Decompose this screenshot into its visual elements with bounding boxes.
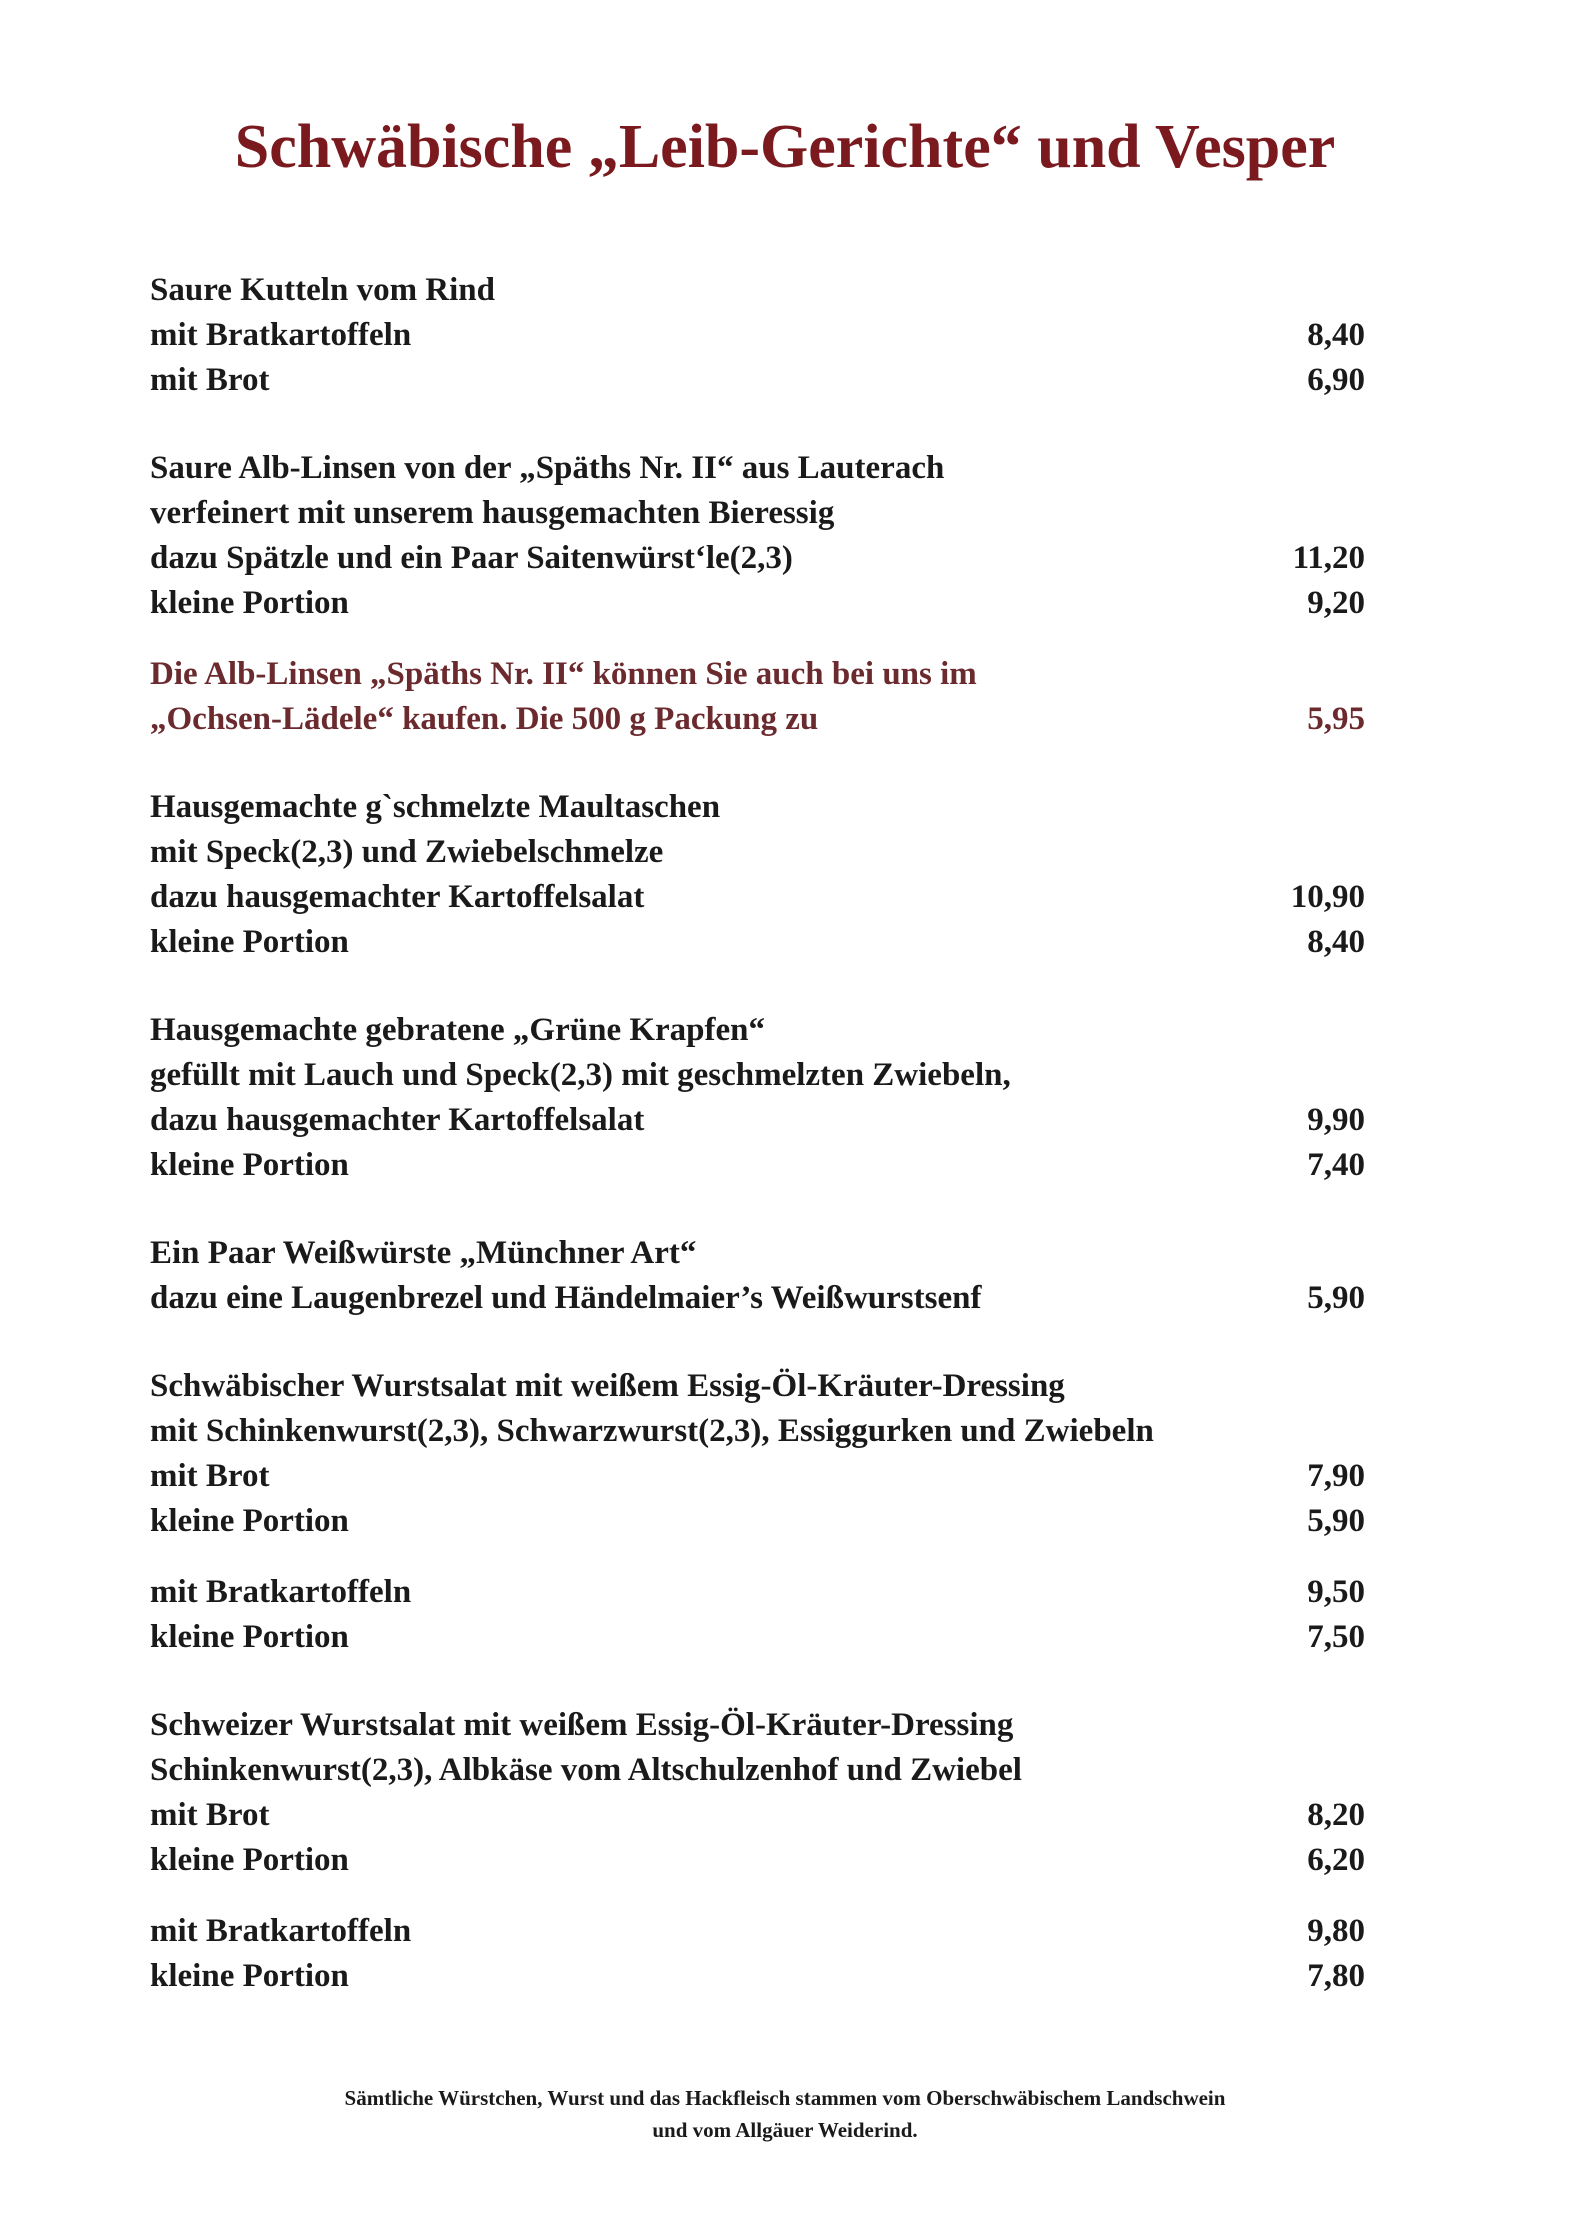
item-text: mit Speck(2,3) und Zwiebelschmelze xyxy=(150,834,664,870)
item-price: 11,20 xyxy=(1292,540,1365,576)
menu-item xyxy=(150,1368,1365,1548)
item-price: 7,40 xyxy=(1307,1147,1365,1183)
menu-line xyxy=(150,1458,1365,1503)
menu-line xyxy=(150,317,1365,362)
item-text: mit Bratkartoffeln xyxy=(150,1574,412,1610)
menu-line xyxy=(150,834,1365,879)
menu-line xyxy=(150,1057,1365,1102)
menu-line xyxy=(150,1280,1365,1325)
menu-line xyxy=(150,1574,1365,1619)
menu-item xyxy=(150,1913,1365,2003)
menu-line xyxy=(150,1797,1365,1842)
item-text: kleine Portion xyxy=(150,1147,349,1183)
item-text: Schinkenwurst(2,3), Albkäse vom Altschulzenhof und Zwiebel xyxy=(150,1752,1022,1788)
item-text: kleine Portion xyxy=(150,1958,349,1994)
menu-line xyxy=(150,1707,1365,1752)
item-price: 8,20 xyxy=(1307,1797,1365,1833)
item-text: mit Schinkenwurst(2,3), Schwarzwurst(2,3), Essiggurken und Zwiebeln xyxy=(150,1413,1154,1449)
menu-line xyxy=(150,585,1365,630)
menu-item xyxy=(150,789,1365,969)
footer-line-2: und vom Allgäuer Weiderind. xyxy=(652,2118,918,2142)
item-price: 8,40 xyxy=(1307,924,1365,960)
item-text: mit Bratkartoffeln xyxy=(150,1913,412,1949)
menu-line xyxy=(150,1913,1365,1958)
item-text: Saure Kutteln vom Rind xyxy=(150,272,496,308)
menu-line xyxy=(150,1102,1365,1147)
menu-line xyxy=(150,1235,1365,1280)
item-text: „Ochsen-Lädele“ kaufen. Die 500 g Packung zu xyxy=(150,701,819,737)
item-text: Die Alb-Linsen „Späths Nr. II“ können Sie auch bei uns im xyxy=(150,656,977,692)
item-text: verfeinert mit unserem hausgemachten Bieressig xyxy=(150,495,835,531)
item-price: 5,90 xyxy=(1307,1503,1365,1539)
menu-item xyxy=(150,1235,1365,1325)
item-price: 10,90 xyxy=(1290,879,1365,915)
menu-line xyxy=(150,1012,1365,1057)
item-text: Schwäbischer Wurstsalat mit weißem Essig-Öl-Kräuter-Dressing xyxy=(150,1368,1065,1404)
menu-line xyxy=(150,1619,1365,1664)
info-note xyxy=(150,656,1365,746)
menu-line xyxy=(150,1752,1365,1797)
menu-line xyxy=(150,495,1365,540)
item-text: mit Brot xyxy=(150,1797,270,1833)
item-price: 9,80 xyxy=(1307,1913,1365,1949)
item-price: 6,20 xyxy=(1307,1842,1365,1878)
item-price: 5,90 xyxy=(1307,1280,1365,1316)
menu-item xyxy=(150,450,1365,630)
menu-item xyxy=(150,272,1365,407)
menu-item xyxy=(150,1012,1365,1192)
menu-item xyxy=(150,1707,1365,1887)
item-text: Ein Paar Weißwürste „Münchner Art“ xyxy=(150,1235,697,1271)
item-text: Schweizer Wurstsalat mit weißem Essig-Öl-Kräuter-Dressing xyxy=(150,1707,1014,1743)
item-text: mit Brot xyxy=(150,1458,270,1494)
menu-line xyxy=(150,272,1365,317)
menu-item xyxy=(150,1574,1365,1664)
item-price: 9,50 xyxy=(1307,1574,1365,1610)
menu-line xyxy=(150,656,1365,701)
item-price: 7,80 xyxy=(1307,1958,1365,1994)
menu-line xyxy=(150,1958,1365,2003)
item-text: mit Brot xyxy=(150,362,270,398)
item-text: dazu eine Laugenbrezel und Händelmaier’s Weißwurstsenf xyxy=(150,1280,982,1316)
item-price: 8,40 xyxy=(1307,317,1365,353)
menu-line xyxy=(150,701,1365,746)
footer-line-1: Sämtliche Würstchen, Wurst und das Hackfleisch stammen vom Oberschwäbischem Landschwein xyxy=(344,2086,1226,2110)
item-price: 5,95 xyxy=(1307,701,1365,737)
item-text: kleine Portion xyxy=(150,1842,349,1878)
item-text: dazu hausgemachter Kartoffelsalat xyxy=(150,879,645,915)
page-title: Schwäbische „Leib-Gerichte“ und Vesper xyxy=(234,113,1336,181)
item-price: 7,90 xyxy=(1307,1458,1365,1494)
menu-line xyxy=(150,450,1365,495)
menu-line xyxy=(150,879,1365,924)
menu-line xyxy=(150,1842,1365,1887)
footer-note xyxy=(0,2082,1570,2146)
item-price: 9,20 xyxy=(1307,585,1365,621)
menu-line xyxy=(150,789,1365,834)
item-text: kleine Portion xyxy=(150,1503,349,1539)
menu-line xyxy=(150,1503,1365,1548)
item-price: 6,90 xyxy=(1307,362,1365,398)
item-text: Hausgemachte gebratene „Grüne Krapfen“ xyxy=(150,1012,765,1048)
menu-list xyxy=(150,272,1365,2003)
item-text: kleine Portion xyxy=(150,924,349,960)
menu-line xyxy=(150,1368,1365,1413)
item-price: 9,90 xyxy=(1307,1102,1365,1138)
menu-line xyxy=(150,924,1365,969)
menu-line xyxy=(150,540,1365,585)
item-text: kleine Portion xyxy=(150,1619,349,1655)
item-text: mit Bratkartoffeln xyxy=(150,317,412,353)
menu-line xyxy=(150,1147,1365,1192)
menu-line xyxy=(150,1413,1365,1458)
item-text: Hausgemachte g`schmelzte Maultaschen xyxy=(150,789,721,825)
item-text: dazu Spätzle und ein Paar Saitenwürst‘le(2,3) xyxy=(150,540,793,576)
item-text: dazu hausgemachter Kartoffelsalat xyxy=(150,1102,645,1138)
item-text: kleine Portion xyxy=(150,585,349,621)
menu-line xyxy=(150,362,1365,407)
item-text: Saure Alb-Linsen von der „Späths Nr. II“ aus Lauterach xyxy=(150,450,945,486)
item-price: 7,50 xyxy=(1307,1619,1365,1655)
item-text: gefüllt mit Lauch und Speck(2,3) mit geschmelzten Zwiebeln, xyxy=(150,1057,1011,1093)
